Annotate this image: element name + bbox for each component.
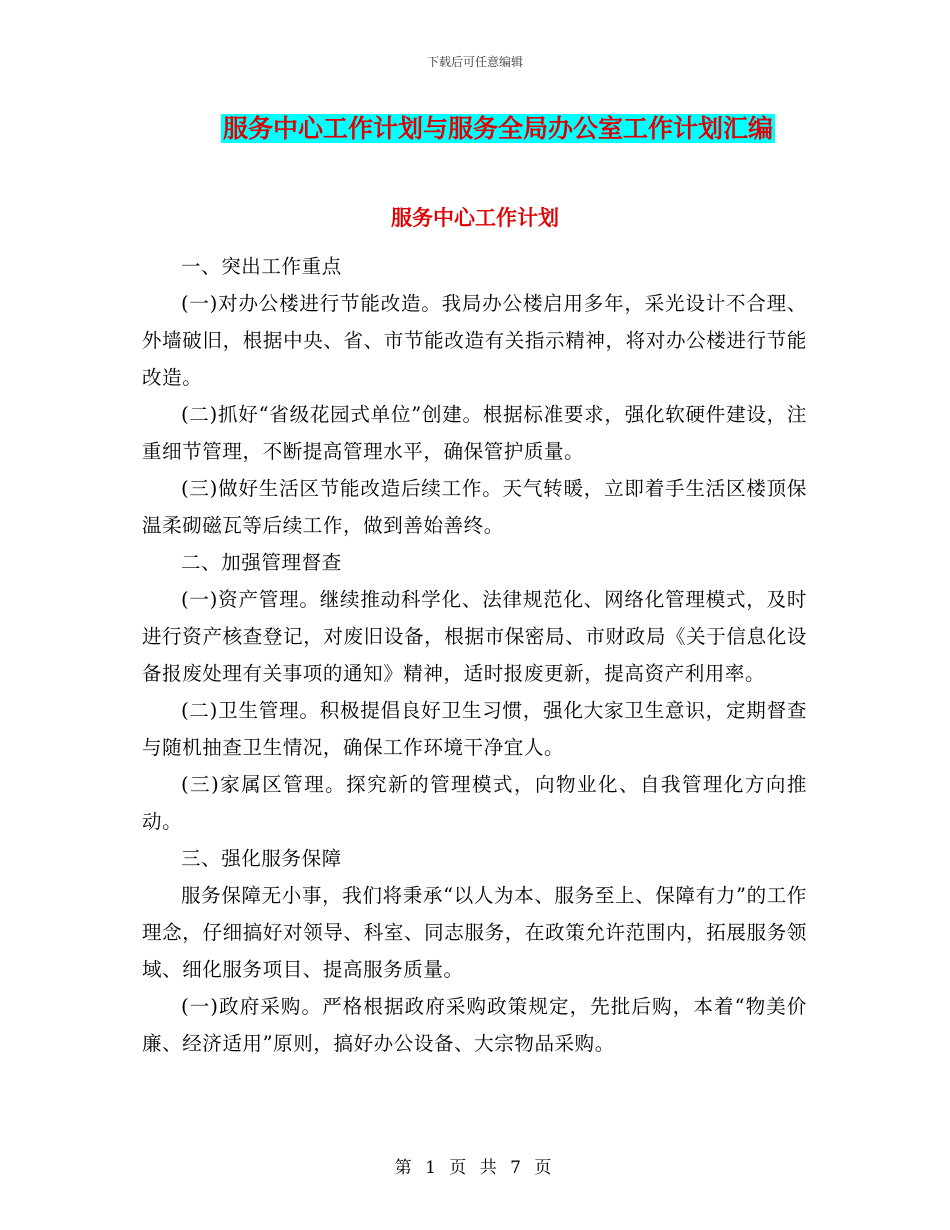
paragraph: (二)卫生管理。积极提倡良好卫生习惯，强化大家卫生意识，定期督查与随机抽查卫生情况，确保工作环境干净宜人。 xyxy=(142,699,807,759)
page-footer xyxy=(0,1153,950,1178)
document-title-text: 服务中心工作计划与服务全局办公室工作计划汇编 xyxy=(222,114,773,143)
paragraph: (一)资产管理。继续推动科学化、法律规范化、网络化管理模式，及时进行资产核查登记，对废旧设备，根据市保密局、市财政局《关于信息化设备报废处理有关事项的通知》精神，适时报废更新，提高资产利用率。 xyxy=(142,588,807,685)
total-pages: 7 xyxy=(510,1158,525,1178)
paragraph: 服务保障无小事，我们将秉承“以人为本、服务至上、保障有力”的工作理念，仔细搞好对领导、科室、同志服务，在政策允许范围内，拓展服务领域、细化服务项目、提高服务质量。 xyxy=(142,884,807,981)
document-body xyxy=(142,248,807,1062)
section-title: 服务中心工作计划 xyxy=(391,206,559,230)
footer-prefix: 第 xyxy=(394,1158,416,1178)
paragraph-heading-1: 一、突出工作重点 xyxy=(181,255,342,278)
footer-middle: 页 共 xyxy=(449,1158,501,1178)
paragraph: (二)抓好“省级花园式单位”创建。根据标准要求，强化软硬件建设，注重细节管理，不断提高管理水平，确保管护质量。 xyxy=(142,403,807,463)
paragraph: (三)做好生活区节能改造后续工作。天气转暖，立即着手生活区楼顶保温柔砌磁瓦等后续工作，做到善始善终。 xyxy=(142,477,807,537)
download-note: 下载后可任意编辑 xyxy=(426,55,523,69)
document-title xyxy=(0,113,950,145)
paragraph-heading-2: 二、加强管理督查 xyxy=(181,551,342,574)
footer-suffix: 页 xyxy=(534,1158,556,1178)
paragraph: (三)家属区管理。探究新的管理模式，向物业化、自我管理化方向推动。 xyxy=(142,773,807,833)
page-number: 1 xyxy=(425,1158,440,1178)
paragraph-heading-3: 三、强化服务保障 xyxy=(181,847,342,870)
paragraph: (一)对办公楼进行节能改造。我局办公楼启用多年，采光设计不合理、外墙破旧，根据中央、省、市节能改造有关指示精神，将对办公楼进行节能改造。 xyxy=(142,292,807,389)
paragraph: (一)政府采购。严格根据政府采购政策规定，先批后购，本着“物美价廉、经济适用”原则，搞好办公设备、大宗物品采购。 xyxy=(142,995,807,1055)
